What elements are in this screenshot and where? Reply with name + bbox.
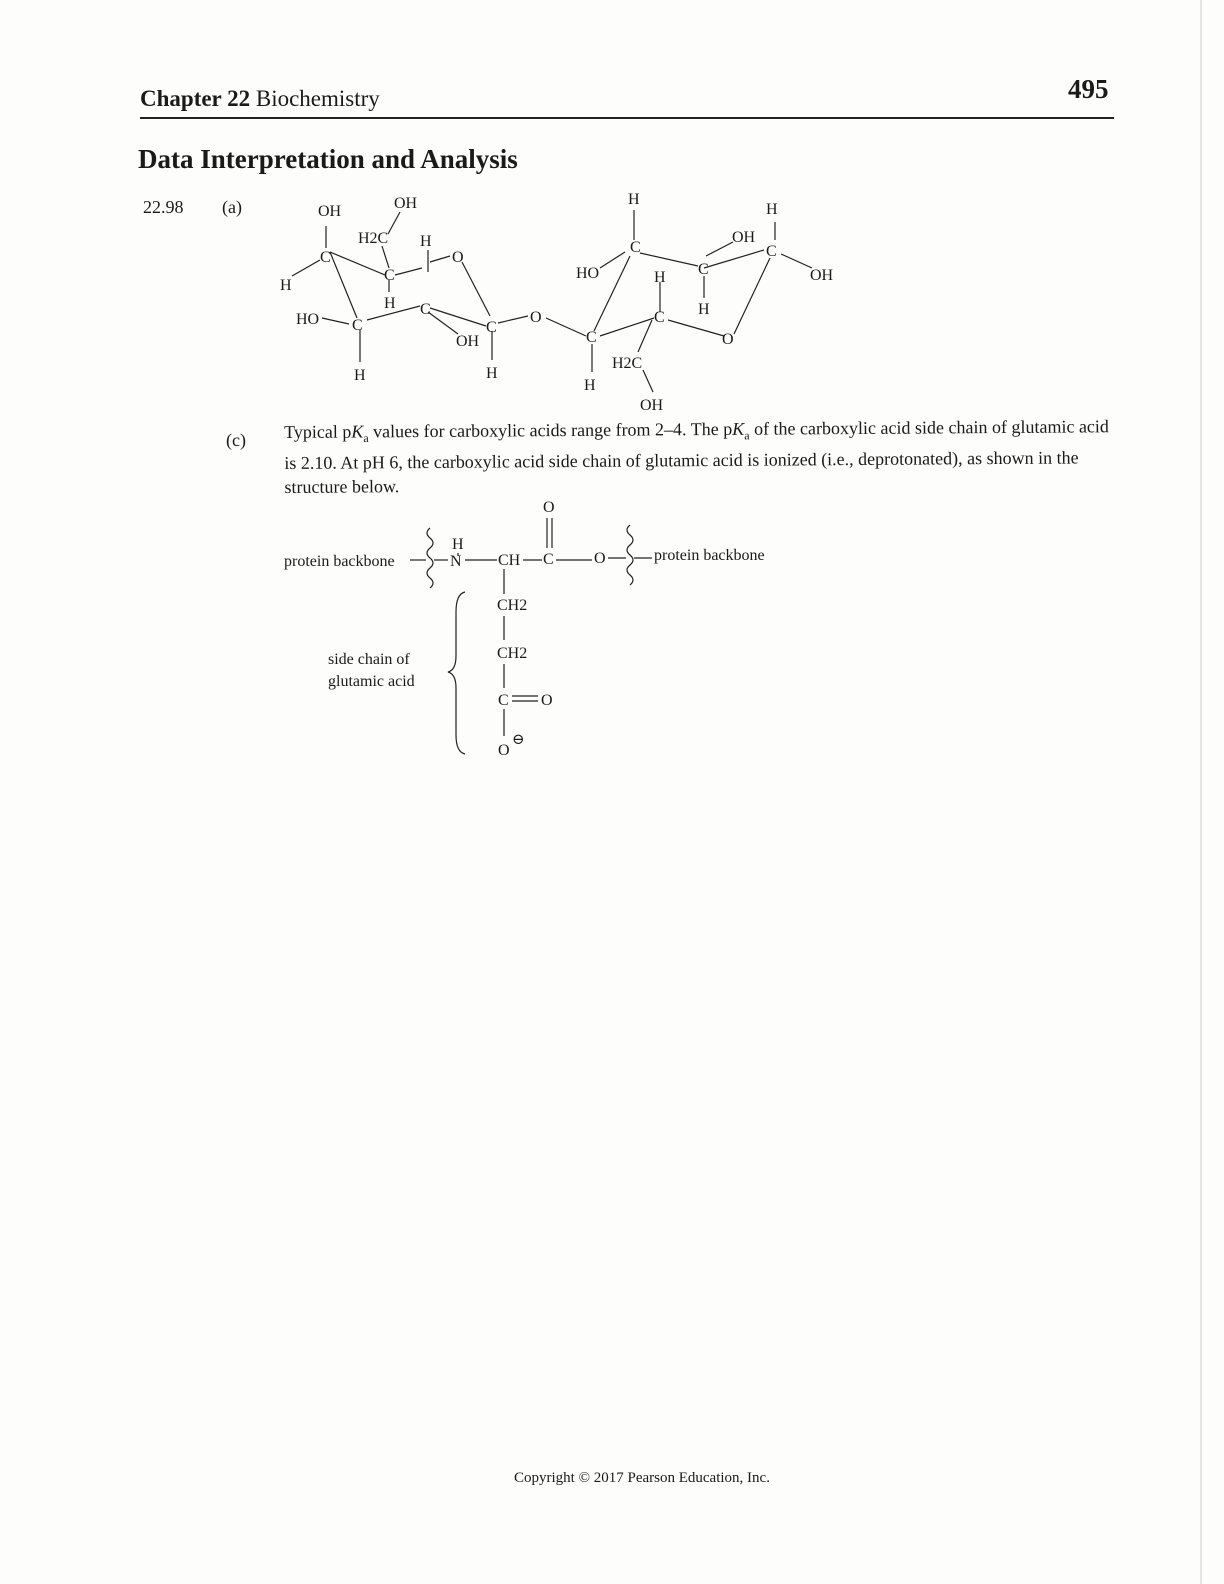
svg-text:H: H xyxy=(384,295,396,312)
svg-text:H: H xyxy=(280,277,292,294)
svg-text:O: O xyxy=(530,309,542,326)
svg-text:H: H xyxy=(654,269,666,286)
svg-text:C: C xyxy=(586,329,597,346)
svg-text:O: O xyxy=(594,550,606,567)
svg-text:H: H xyxy=(486,365,498,382)
page-number: 495 xyxy=(1068,74,1109,104)
svg-text:O: O xyxy=(498,742,510,759)
svg-text:C: C xyxy=(654,309,665,326)
svg-text:H2C: H2C xyxy=(358,230,389,247)
copyright-footer: Copyright © 2017 Pearson Education, Inc. xyxy=(514,1470,770,1486)
problem-number: 22.98 xyxy=(143,197,184,217)
svg-text:C: C xyxy=(498,692,509,709)
svg-text:CH2: CH2 xyxy=(497,645,528,662)
section-title: Data Interpretation and Analysis xyxy=(138,144,518,174)
svg-text:O: O xyxy=(541,692,553,709)
part-c-label: (c) xyxy=(226,430,246,450)
svg-text:O: O xyxy=(543,499,555,516)
svg-text:C: C xyxy=(420,301,431,318)
svg-text:H: H xyxy=(766,201,778,218)
svg-text:C: C xyxy=(698,261,709,278)
svg-text:O: O xyxy=(722,331,734,348)
svg-text:OH: OH xyxy=(394,195,418,212)
svg-text:C: C xyxy=(320,249,331,266)
svg-text:OH: OH xyxy=(732,229,756,246)
svg-text:N: N xyxy=(450,553,462,570)
svg-text:C: C xyxy=(543,551,554,568)
protein-backbone-right: protein backbone xyxy=(654,547,765,564)
svg-text:HO: HO xyxy=(296,311,320,328)
protein-backbone-left: protein backbone xyxy=(284,553,395,570)
svg-text:H: H xyxy=(420,233,432,250)
part-a-label: (a) xyxy=(222,197,242,217)
svg-text:H: H xyxy=(628,191,640,208)
side-chain-label-1: side chain of xyxy=(328,651,410,668)
side-chain-label-2: glutamic acid xyxy=(328,673,415,690)
svg-text:C: C xyxy=(384,267,395,284)
svg-text:HO: HO xyxy=(576,265,600,282)
svg-text:H: H xyxy=(698,301,710,318)
svg-text:O: O xyxy=(452,249,464,266)
chapter-number: Chapter 22 xyxy=(140,86,251,111)
svg-text:OH: OH xyxy=(318,203,342,220)
svg-text:C: C xyxy=(486,319,497,336)
svg-text:CH2: CH2 xyxy=(497,597,528,614)
svg-text:H: H xyxy=(452,536,464,553)
svg-text:H: H xyxy=(584,377,596,394)
svg-text:C: C xyxy=(766,243,777,260)
svg-text:C: C xyxy=(352,317,363,334)
svg-text:⊖: ⊖ xyxy=(512,732,525,748)
svg-text:OH: OH xyxy=(456,333,480,350)
svg-text:OH: OH xyxy=(640,397,664,414)
svg-text:C: C xyxy=(630,239,641,256)
part-c-paragraph: Typical $pK_a$ values for carboxylic acids range from 2–4. The $pK_a$ of the carboxylic acid side chain of glutamic acid is 2.10. At pH 6, the carboxylic acid side chain of glutamic acid is ionized (i.e., deprotonated), as shown in the structure below. xyxy=(284,416,1109,497)
svg-text:H: H xyxy=(354,367,366,384)
svg-text:CH: CH xyxy=(498,552,521,569)
chapter-title: Biochemistry xyxy=(255,86,380,111)
svg-text:OH: OH xyxy=(810,267,834,284)
svg-text:H2C: H2C xyxy=(612,355,643,372)
